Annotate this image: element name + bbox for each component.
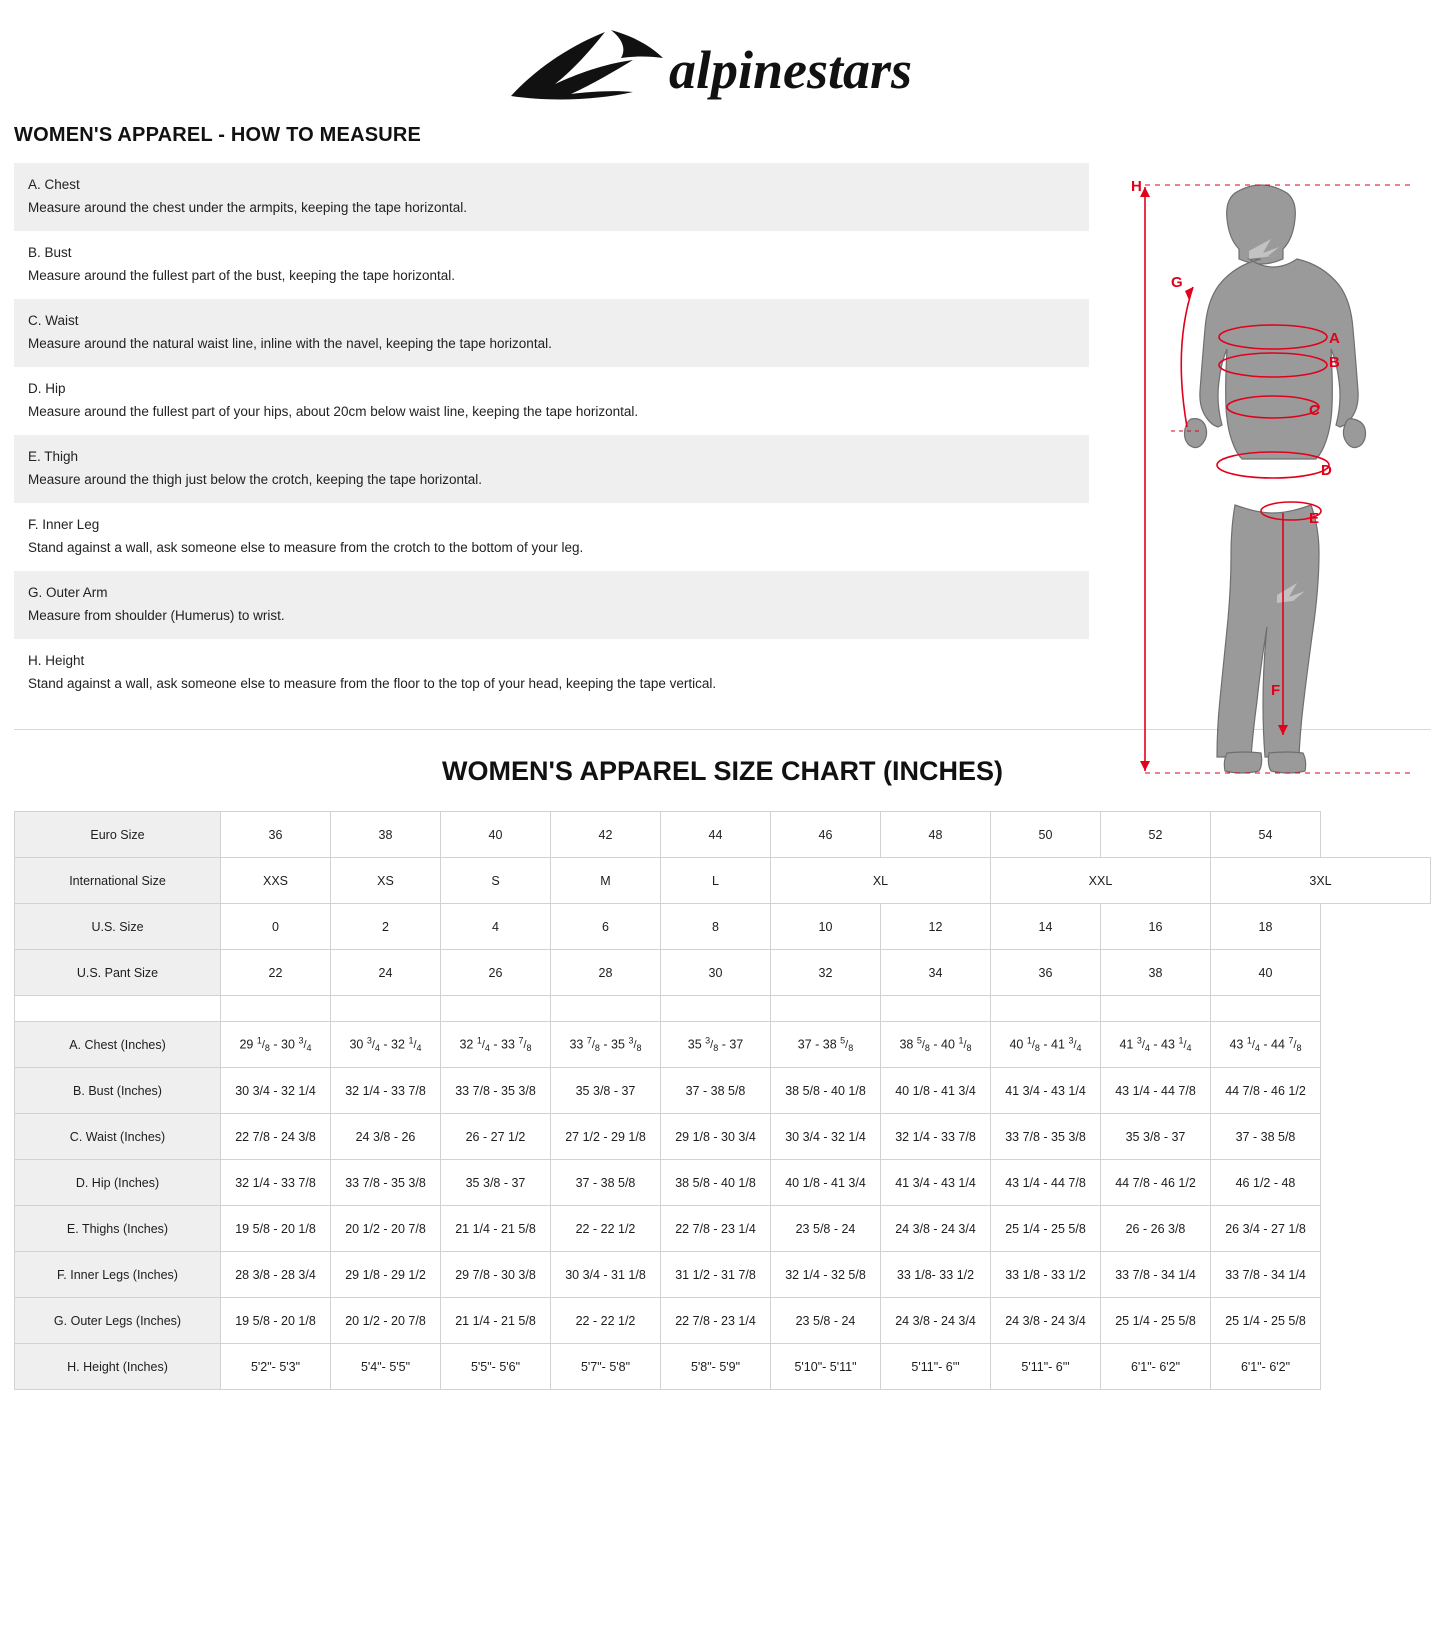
- table-cell: 38 5/8 - 40 1/8: [771, 1068, 881, 1114]
- table-cell: 46: [771, 812, 881, 858]
- alpinestars-logo: [14, 0, 1431, 114]
- table-cell: 32 $^1/_4 - 33$ $^7/_8$: [441, 1022, 551, 1068]
- measurement-item: [14, 299, 1089, 367]
- table-cell: 32 1/4 - 33 7/8: [881, 1114, 991, 1160]
- table-row: [15, 1298, 1431, 1344]
- measurement-description: Measure from shoulder (Humerus) to wrist.: [28, 608, 285, 623]
- table-cell: 40: [1211, 950, 1321, 996]
- table-cell: 22 7/8 - 23 1/4: [661, 1298, 771, 1344]
- measurement-list: [14, 163, 1089, 707]
- row-label: [15, 996, 221, 1022]
- table-cell: 32 1/4 - 33 7/8: [221, 1160, 331, 1206]
- size-chart-table: [14, 811, 1431, 1390]
- table-cell: 28: [551, 950, 661, 996]
- table-cell: 5'7"- 5'8": [551, 1344, 661, 1390]
- table-cell: 12: [881, 904, 991, 950]
- table-cell: 44 7/8 - 46 1/2: [1211, 1068, 1321, 1114]
- measurement-letter: D. Hip: [28, 381, 66, 396]
- row-label: B. Bust (Inches): [15, 1068, 221, 1114]
- table-cell: L: [661, 858, 771, 904]
- table-cell: 43 1/4 - 44 7/8: [1101, 1068, 1211, 1114]
- table-cell: 41 $^3/_4 - 43$ $^1/_4$: [1101, 1022, 1211, 1068]
- table-cell: 5'5"- 5'6": [441, 1344, 551, 1390]
- table-cell: 38: [1101, 950, 1211, 996]
- figure-label-b: B: [1329, 354, 1340, 371]
- table-cell: 38 5/8 - 40 1/8: [661, 1160, 771, 1206]
- table-row: [15, 1252, 1431, 1298]
- table-cell: 22 7/8 - 23 1/4: [661, 1206, 771, 1252]
- table-cell: 29 7/8 - 30 3/8: [441, 1252, 551, 1298]
- table-row: [15, 812, 1431, 858]
- table-cell: 32 1/4 - 33 7/8: [331, 1068, 441, 1114]
- table-cell: 24 3/8 - 24 3/4: [991, 1298, 1101, 1344]
- table-cell: 37 - 38 5/8: [661, 1068, 771, 1114]
- table-cell: XXL: [991, 858, 1211, 904]
- table-cell: [1211, 996, 1321, 1022]
- measurement-letter: B. Bust: [28, 245, 72, 260]
- table-cell: 8: [661, 904, 771, 950]
- table-cell: 23 5/8 - 24: [771, 1298, 881, 1344]
- measurement-description: Measure around the fullest part of the bust, keeping the tape horizontal.: [28, 268, 456, 283]
- table-row: [15, 1068, 1431, 1114]
- table-cell: 24 3/8 - 24 3/4: [881, 1206, 991, 1252]
- brand-wordmark: alpinestars: [668, 40, 912, 100]
- table-cell: 22 - 22 1/2: [551, 1298, 661, 1344]
- table-cell: 28 3/8 - 28 3/4: [221, 1252, 331, 1298]
- table-row: [15, 1206, 1431, 1252]
- table-cell: 44: [661, 812, 771, 858]
- table-cell: XS: [331, 858, 441, 904]
- table-cell: 48: [881, 812, 991, 858]
- table-cell: 16: [1101, 904, 1211, 950]
- table-cell: 50: [991, 812, 1101, 858]
- measurement-letter: H. Height: [28, 653, 85, 668]
- body-measurement-diagram: [1131, 175, 1431, 795]
- table-cell: 6'1"- 6'2": [1101, 1344, 1211, 1390]
- table-cell: 38 $^5/_8 - 40$ $^1/_8$: [881, 1022, 991, 1068]
- table-cell: 5'8"- 5'9": [661, 1344, 771, 1390]
- table-cell: 23 5/8 - 24: [771, 1206, 881, 1252]
- table-cell: M: [551, 858, 661, 904]
- table-cell: 29 1/8 - 30 3/4: [661, 1114, 771, 1160]
- table-cell: 5'10"- 5'11": [771, 1344, 881, 1390]
- table-cell: 44 7/8 - 46 1/2: [1101, 1160, 1211, 1206]
- table-cell: 30 3/4 - 32 1/4: [771, 1114, 881, 1160]
- row-label: Euro Size: [15, 812, 221, 858]
- table-cell: 33 $^7/_8 - 35$ $^3/_8$: [551, 1022, 661, 1068]
- table-cell: 30 3/4 - 31 1/8: [551, 1252, 661, 1298]
- table-row: [15, 904, 1431, 950]
- table-cell: S: [441, 858, 551, 904]
- table-cell: 25 1/4 - 25 5/8: [1211, 1298, 1321, 1344]
- table-cell: 5'4"- 5'5": [331, 1344, 441, 1390]
- table-row: [15, 858, 1431, 904]
- table-cell: 3XL: [1211, 858, 1431, 904]
- figure-label-a: A: [1329, 330, 1340, 347]
- figure-label-e: E: [1309, 510, 1320, 527]
- table-cell: 36: [221, 812, 331, 858]
- measurement-item: [14, 571, 1089, 639]
- table-cell: XL: [771, 858, 991, 904]
- table-cell: [221, 996, 331, 1022]
- table-cell: 24 3/8 - 24 3/4: [881, 1298, 991, 1344]
- table-cell: 43 $^1/_4 - 44$ $^7/_8$: [1211, 1022, 1321, 1068]
- measurement-letter: G. Outer Arm: [28, 585, 108, 600]
- table-cell: 54: [1211, 812, 1321, 858]
- table-cell: 5'11"- 6'": [881, 1344, 991, 1390]
- table-cell: 10: [771, 904, 881, 950]
- figure-label-f: F: [1271, 682, 1281, 699]
- table-cell: 33 7/8 - 35 3/8: [441, 1068, 551, 1114]
- measurement-letter: A. Chest: [28, 177, 80, 192]
- table-cell: 34: [881, 950, 991, 996]
- table-cell: 0: [221, 904, 331, 950]
- figure-label-c: C: [1309, 402, 1320, 419]
- table-cell: 25 1/4 - 25 5/8: [991, 1206, 1101, 1252]
- table-cell: 26 - 27 1/2: [441, 1114, 551, 1160]
- table-cell: 35 $^3/_8 - 37$: [661, 1022, 771, 1068]
- table-cell: 22: [221, 950, 331, 996]
- row-label: U.S. Size: [15, 904, 221, 950]
- row-label: E. Thighs (Inches): [15, 1206, 221, 1252]
- how-to-measure-section: [14, 163, 1431, 707]
- measurement-item: [14, 435, 1089, 503]
- table-cell: [331, 996, 441, 1022]
- measurement-letter: E. Thigh: [28, 449, 79, 464]
- table-cell: [771, 996, 881, 1022]
- table-cell: 5'11"- 6'": [991, 1344, 1101, 1390]
- row-label: F. Inner Legs (Inches): [15, 1252, 221, 1298]
- measurement-description: Stand against a wall, ask someone else to measure from the crotch to the bottom of your leg.: [28, 540, 584, 555]
- table-cell: 30 $^3/_4 - 32$ $^1/_4$: [331, 1022, 441, 1068]
- measurement-item: [14, 639, 1089, 707]
- table-cell: 19 5/8 - 20 1/8: [221, 1206, 331, 1252]
- measurement-item: [14, 163, 1089, 231]
- table-cell: 30: [661, 950, 771, 996]
- row-label: D. Hip (Inches): [15, 1160, 221, 1206]
- table-cell: 20 1/2 - 20 7/8: [331, 1298, 441, 1344]
- row-label: International Size: [15, 858, 221, 904]
- page-title: WOMEN'S APPAREL - HOW TO MEASURE: [14, 124, 422, 146]
- table-cell: 2: [331, 904, 441, 950]
- table-cell: 4: [441, 904, 551, 950]
- table-cell: 46 1/2 - 48: [1211, 1160, 1321, 1206]
- table-cell: [551, 996, 661, 1022]
- table-cell: 29 $^1/_8 - 30$ $^3/_4$: [221, 1022, 331, 1068]
- table-cell: 14: [991, 904, 1101, 950]
- table-cell: 27 1/2 - 29 1/8: [551, 1114, 661, 1160]
- measurement-description: Measure around the fullest part of your hips, about 20cm below waist line, keeping the tape horizontal.: [28, 404, 639, 419]
- table-row: [15, 950, 1431, 996]
- table-cell: 33 7/8 - 35 3/8: [331, 1160, 441, 1206]
- table-cell: 32 1/4 - 32 5/8: [771, 1252, 881, 1298]
- table-row: [15, 1022, 1431, 1068]
- measurement-description: Measure around the natural waist line, inline with the navel, keeping the tape horizontal.: [28, 336, 552, 351]
- table-cell: 38: [331, 812, 441, 858]
- table-cell: 40 $^1/_8 - 41$ $^3/_4$: [991, 1022, 1101, 1068]
- measurement-description: Stand against a wall, ask someone else to measure from the floor to the top of your head, keeping the tape vertical.: [28, 676, 717, 691]
- table-spacer-row: [15, 996, 1431, 1022]
- table-row: [15, 1344, 1431, 1390]
- measurement-letter: F. Inner Leg: [28, 517, 100, 532]
- table-cell: 29 1/8 - 29 1/2: [331, 1252, 441, 1298]
- table-cell: 24: [331, 950, 441, 996]
- figure-label-g: G: [1171, 274, 1183, 291]
- table-cell: 19 5/8 - 20 1/8: [221, 1298, 331, 1344]
- table-cell: 18: [1211, 904, 1321, 950]
- table-cell: [441, 996, 551, 1022]
- table-cell: 42: [551, 812, 661, 858]
- table-cell: 30 3/4 - 32 1/4: [221, 1068, 331, 1114]
- table-cell: 21 1/4 - 21 5/8: [441, 1298, 551, 1344]
- table-cell: 35 3/8 - 37: [441, 1160, 551, 1206]
- table-cell: 40 1/8 - 41 3/4: [881, 1068, 991, 1114]
- table-cell: 52: [1101, 812, 1211, 858]
- table-cell: [661, 996, 771, 1022]
- figure-label-h: H: [1131, 178, 1142, 195]
- table-cell: 35 3/8 - 37: [551, 1068, 661, 1114]
- table-cell: 26 - 26 3/8: [1101, 1206, 1211, 1252]
- row-label: H. Height (Inches): [15, 1344, 221, 1390]
- table-cell: 41 3/4 - 43 1/4: [881, 1160, 991, 1206]
- table-cell: 6: [551, 904, 661, 950]
- measurement-description: Measure around the thigh just below the crotch, keeping the tape horizontal.: [28, 472, 483, 487]
- table-cell: 33 7/8 - 35 3/8: [991, 1114, 1101, 1160]
- table-cell: 22 7/8 - 24 3/8: [221, 1114, 331, 1160]
- table-cell: 20 1/2 - 20 7/8: [331, 1206, 441, 1252]
- table-cell: 25 1/4 - 25 5/8: [1101, 1298, 1211, 1344]
- table-cell: [991, 996, 1101, 1022]
- table-cell: [1101, 996, 1211, 1022]
- measurement-description: Measure around the chest under the armpits, keeping the tape horizontal.: [28, 200, 468, 215]
- table-cell: 26: [441, 950, 551, 996]
- table-cell: 5'2"- 5'3": [221, 1344, 331, 1390]
- table-cell: 22 - 22 1/2: [551, 1206, 661, 1252]
- table-cell: 32: [771, 950, 881, 996]
- table-cell: [881, 996, 991, 1022]
- table-cell: 33 1/8- 33 1/2: [881, 1252, 991, 1298]
- table-cell: 41 3/4 - 43 1/4: [991, 1068, 1101, 1114]
- table-cell: 31 1/2 - 31 7/8: [661, 1252, 771, 1298]
- table-cell: 33 7/8 - 34 1/4: [1211, 1252, 1321, 1298]
- table-cell: 43 1/4 - 44 7/8: [991, 1160, 1101, 1206]
- measurement-item: [14, 231, 1089, 299]
- table-cell: 26 3/4 - 27 1/8: [1211, 1206, 1321, 1252]
- table-cell: 40 1/8 - 41 3/4: [771, 1160, 881, 1206]
- table-cell: XXS: [221, 858, 331, 904]
- table-cell: 33 1/8 - 33 1/2: [991, 1252, 1101, 1298]
- row-label: C. Waist (Inches): [15, 1114, 221, 1160]
- table-cell: 36: [991, 950, 1101, 996]
- row-label: A. Chest (Inches): [15, 1022, 221, 1068]
- row-label: U.S. Pant Size: [15, 950, 221, 996]
- table-cell: 33 7/8 - 34 1/4: [1101, 1252, 1211, 1298]
- measurement-letter: C. Waist: [28, 313, 79, 328]
- table-cell: 37 - 38 5/8: [551, 1160, 661, 1206]
- measurement-item: [14, 503, 1089, 571]
- table-cell: 37 - 38 $^5/_8$: [771, 1022, 881, 1068]
- measurement-item: [14, 367, 1089, 435]
- table-cell: 21 1/4 - 21 5/8: [441, 1206, 551, 1252]
- figure-label-d: D: [1321, 462, 1332, 479]
- table-cell: 40: [441, 812, 551, 858]
- table-row: [15, 1160, 1431, 1206]
- table-cell: 6'1"- 6'2": [1211, 1344, 1321, 1390]
- row-label: G. Outer Legs (Inches): [15, 1298, 221, 1344]
- table-cell: 24 3/8 - 26: [331, 1114, 441, 1160]
- table-cell: 37 - 38 5/8: [1211, 1114, 1321, 1160]
- table-cell: 35 3/8 - 37: [1101, 1114, 1211, 1160]
- table-row: [15, 1114, 1431, 1160]
- chart-title: WOMEN'S APPAREL SIZE CHART (INCHES): [442, 756, 1003, 786]
